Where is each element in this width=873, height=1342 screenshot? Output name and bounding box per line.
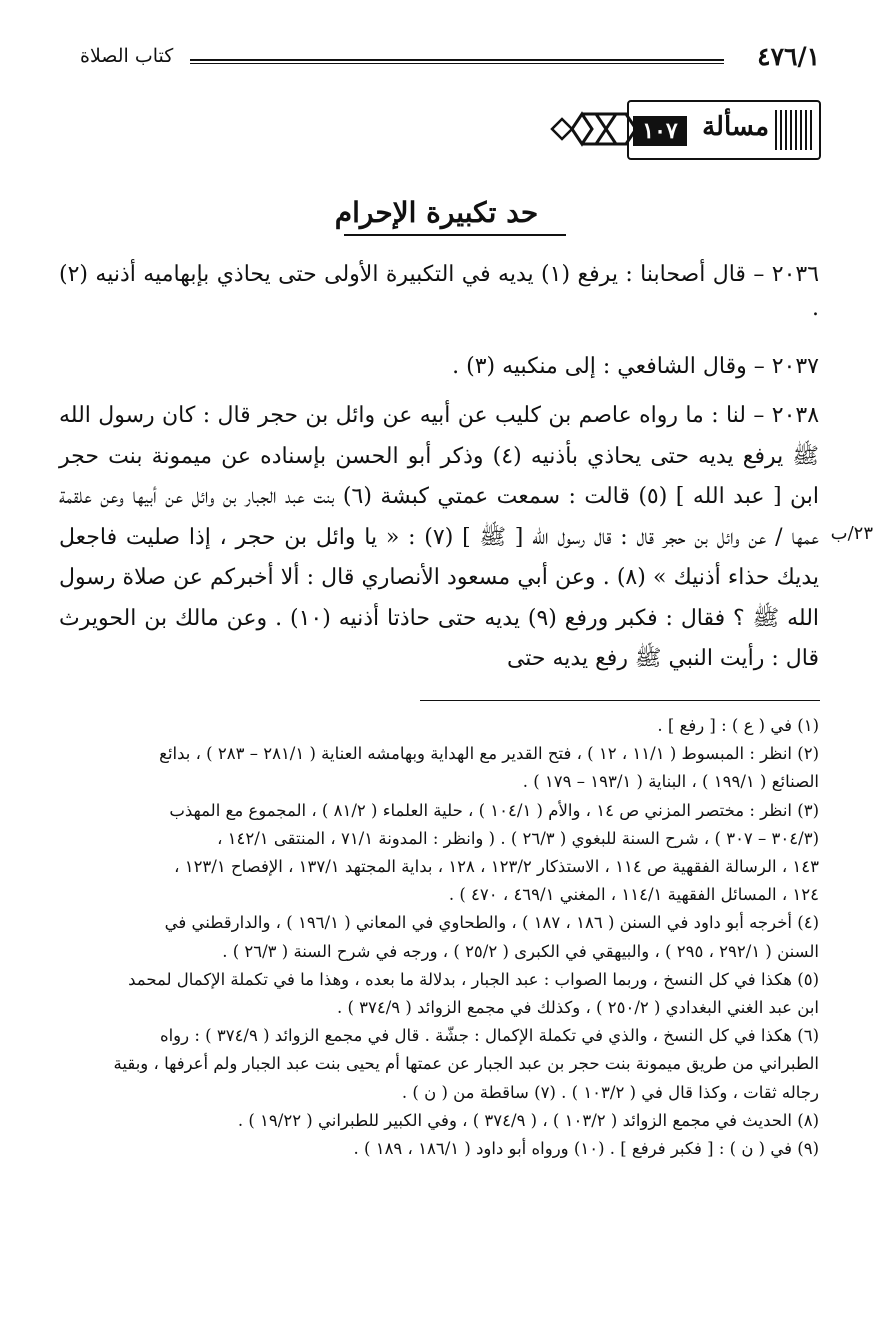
footnote-line: (٥) هكذا في كل النسخ ، وربما الصواب : عبد الجبار ، بدلالة ما بعده ، وهذا ما في تكملة الإكمال لمحمد — [128, 969, 819, 989]
page-reference: ٤٧٦/١ — [757, 42, 820, 71]
footnote-line: (٣) انظر : مختصر المزني ص ١٤ ، والأم ( ١٠٤/١ ) ، حلية العلماء ( ٨١/٢ ) ، المجموع مع المهذب — [169, 800, 819, 820]
footnote-line: (٩) في ( ن ) : [ فكبر فرفع ] . (١٠) ورواه أبو داود ( ١٨٦/١ ، ١٨٩ ) . — [353, 1139, 819, 1159]
masala-number: ١٠٧ — [633, 116, 687, 146]
header-rule — [190, 59, 724, 64]
footnotes — [39, 712, 819, 1163]
footnote-line: (٤) أخرجه أبو داود في السنن ( ١٨٦ ، ١٨٧ ) ، والطحاوي في المعاني ( ١٩٦/١ ) ، والدارقطني في — [164, 913, 819, 933]
ornament-icon — [548, 104, 648, 154]
masala-label: مسألة — [702, 112, 769, 142]
section-title: حد تكبيرة الإحرام — [334, 196, 539, 229]
footnote-line: ابن عبد الغني البغدادي ( ٢٥٠/٢ ) ، وكذلك في مجمع الزوائد ( ٣٧٤/٩ ) . — [336, 998, 819, 1018]
paragraph-2037: ٢٠٣٧ – وقال الشافعي : إلى منكبيه (٣) . — [452, 354, 819, 379]
title-underline — [344, 234, 566, 236]
footnote-rule — [420, 700, 820, 701]
paragraph-2038: ٢٠٣٨ – لنا : ما رواه عاصم بن كليب عن أبيه عن وائل بن حجر قال : كان رسول الله ﷺ يرفع يديه حتى يحاذي بأذنيه (٤) وذكر أبو الحسن بإسناده عن ميمونة بنت حجر ابن [ عبد الله ] (٥) قالت : سمعت عمتي كبشة (٦) بنت عبد الجبار بن وائل عن أبيها وعن علقمة عمها / عن وائل بن حجر قال : قال رسول الله [ ﷺ ] (٧) : « يا وائل بن حجر ، إذا صليت فاجعل يديك حذاء أذنيك » (٨) . وعن أبي مسعود الأنصاري قال : ألا أخبركم عن صلاة رسول الله ﷺ ؟ فقال : فكبر ورفع (٩) يديه حتى حاذتا أذنيه (١٠) . وعن مالك بن الحويرث قال : رأيت النبي ﷺ رفع يديه حتى — [52, 403, 820, 671]
footnote-line: (١) في ( ع ) : [ رفع ] . — [657, 716, 819, 735]
footnote-line: ١٢٤ ، المسائل الفقهية ١١٤/١ ، المغني ٤٦٩/١ ، ٤٧٠ ) . — [448, 885, 819, 905]
footnote-line: (٨) الحديث في مجمع الزوائد ( ١٠٣/٢ ) ، ( ٣٧٤/٩ ) ، وفي الكبير للطبراني ( ١٩/٢٢ ) . — [237, 1110, 819, 1130]
margin-folio-note: ٢٣/ب — [830, 523, 873, 544]
masala-frame — [627, 100, 821, 160]
footnote-line: رجاله ثقات ، وكذا قال في ( ١٠٣/٢ ) . (٧) ساقطة من ( ن ) . — [401, 1082, 819, 1102]
footnote-line: (٣٠٤/٣ – ٣٠٧ ) ، شرح السنة للبغوي ( ٢٦/٣ ) . ( وانظر : المدونة ٧١/١ ، المنتقى ١٤٢/١ ، — [217, 828, 819, 848]
footnote-line: ١٤٣ ، الرسالة الفقهية ص ١١٤ ، الاستذكار ١٢٣/٢ ، ١٢٨ ، بداية المجتهد ١٣٧/١ ، الإفصاح ١٢٣/١ ، — [174, 857, 819, 877]
decorative-bars — [775, 110, 813, 150]
footnote-line: الصنائع ( ١٩٩/١ ) ، البناية ( ١٩٣/١ – ١٧٩ ) . — [522, 772, 819, 792]
footnote-line: السنن ( ٢٩٢/١ ، ٢٩٥ ) ، والبيهقي في الكبرى ( ٢٥/٢ ) ، ورجه في شرح السنة ( ٢٦/٣ ) . — [222, 941, 819, 961]
footnote-line: (٦) هكذا في كل النسخ ، والذي في تكملة الإكمال : جشّة . قال في مجمع الزوائد ( ٣٧٤/٩ ) : رواه — [159, 1026, 819, 1046]
paragraph-2036: ٢٠٣٦ – قال أصحابنا : يرفع (١) يديه في التكبيرة الأولى حتى يحاذي بإبهاميه أذنيه (٢) . — [52, 262, 820, 321]
footnote-line: الطبراني من طريق ميمونة بنت حجر بن عبد الجبار عن عمتها أم يحيى بنت عبد الجبار ولم أعرفها ، وبقية — [113, 1054, 819, 1074]
masala-heading — [548, 100, 821, 166]
book-title: كتاب الصلاة — [80, 45, 174, 67]
footnote-line: (٢) انظر : المبسوط ( ١١/١ ، ١٢ ) ، فتح القدير مع الهداية وبهامشه العناية ( ٢٨١/١ – ٢٨٣ ) ، بدائع — [159, 744, 819, 764]
running-header — [80, 42, 820, 82]
